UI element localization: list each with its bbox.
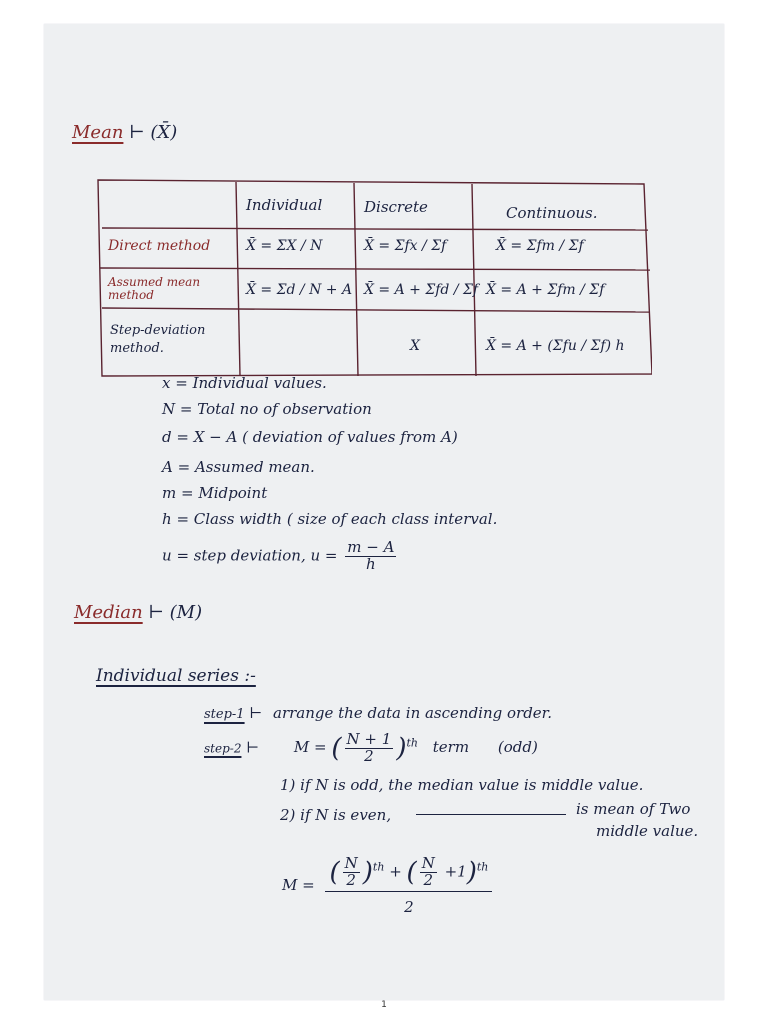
cell-step-discrete: X: [410, 338, 420, 354]
median-even-formula: M = ( $\frac{N}{2}$ )$^{th}$ + ( $\frac{N}{2}$ +1)$^{th}$ 2: [282, 856, 492, 916]
def-u: u = step deviation, u = $\frac{m - A}{h}$: [162, 538, 395, 573]
row-label-step: Step-deviation method.: [110, 323, 206, 357]
note-odd: 1) if N is odd, the median value is middle value.: [280, 776, 644, 794]
header-discrete: Discrete: [364, 198, 428, 216]
cell-assumed-individual: X̄ = Σd / N + A: [246, 282, 353, 298]
step2: step-2 ⊢ M = ( $\frac{N + 1}{2}$ )$^{th}$ term (odd): [204, 730, 538, 765]
cell-assumed-continuous: X̄ = A + Σfm / Σf: [486, 282, 605, 298]
header-individual: Individual: [246, 196, 323, 214]
def-a: A = Assumed mean.: [162, 458, 315, 476]
row-label-direct: Direct method: [108, 238, 211, 254]
cell-step-continuous: X̄ = A + (Σfu / Σf) h: [486, 338, 625, 354]
mean-formula-table: [96, 178, 652, 380]
u-fraction: $\frac{m - A}{h}$: [347, 538, 395, 573]
note-even: 2) if N is even,: [280, 806, 392, 824]
note-dash: [416, 814, 566, 815]
cell-direct-discrete: X̄ = Σfx / Σf: [364, 238, 447, 254]
note-even-right1: is mean of Two: [576, 800, 691, 818]
step1: step-1 ⊢ arrange the data in ascending order.: [204, 704, 552, 722]
individual-series-heading: Individual series :-: [96, 666, 256, 686]
cell-assumed-discrete: X̄ = A + Σfd / Σf: [364, 282, 479, 298]
header-continuous: Continuous.: [506, 204, 598, 222]
def-m: m = Midpoint: [162, 484, 268, 502]
cell-direct-individual: X̄ = ΣX / N: [246, 238, 323, 254]
row-label-assumed: Assumed mean method: [108, 275, 201, 303]
def-d: d = X − A ( deviation of values from A): [162, 428, 458, 446]
notebook-page: [44, 24, 724, 1000]
def-x: x = Individual values.: [162, 374, 327, 392]
def-n: N = Total no of observation: [162, 400, 372, 418]
step2-fraction: $\frac{N + 1}{2}$: [346, 730, 392, 765]
cell-direct-continuous: X̄ = Σfm / Σf: [496, 238, 584, 254]
note-even-right2: middle value.: [596, 822, 699, 840]
mean-heading: Mean ⊢ (X̄): [72, 122, 178, 143]
page-number: 1: [381, 1000, 387, 1010]
median-heading: Median ⊢ (M): [74, 602, 203, 623]
def-h: h = Class width ( size of each class interval.: [162, 510, 498, 528]
